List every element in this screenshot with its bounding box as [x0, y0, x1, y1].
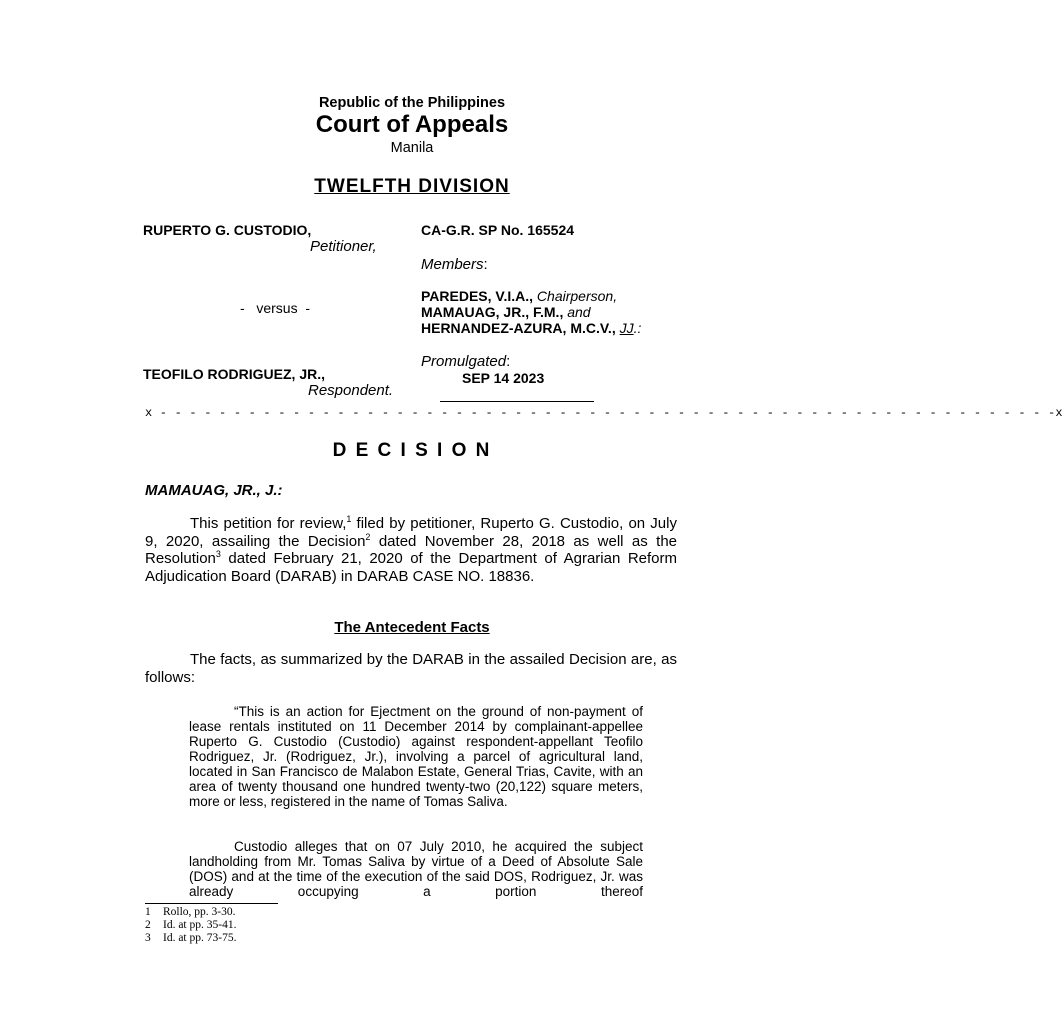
- division-heading: TWELFTH DIVISION: [314, 176, 510, 197]
- court-heading: Court of Appeals: [315, 111, 509, 138]
- footnote-ref-1[interactable]: 1: [346, 514, 352, 524]
- footnote-2: 2 Id. at pp. 35-41.: [145, 919, 237, 931]
- petitioner-role: Petitioner,: [310, 238, 377, 255]
- footnote-ref-3[interactable]: 3: [215, 549, 221, 559]
- promulgated-date: SEP 14 2023: [462, 370, 545, 386]
- respondent-role: Respondent.: [308, 382, 394, 399]
- footnote-3: 3 Id. at pp. 73-75.: [145, 932, 237, 944]
- versus-label: - versus -: [240, 300, 311, 316]
- paragraph-1: This petition for review,$^1$ filed by petitioner, Ruperto G. Custodio, on July 9, 2020, assailing the Decision$^2$ dated November 28, 2018 as well as the Resolution$^3$ dated February 21, 2020 of the Department of Agrarian Reform Adjudication Board (DARAB) in DARAB CASE NO. 18836.: [145, 514, 677, 585]
- footnote-divider: [145, 903, 278, 904]
- decision-title: D E C I S I O N: [332, 440, 492, 461]
- case-number: CA-G.R. SP No. 165524: [421, 222, 575, 238]
- quote-paragraph-1: “This is an action for Ejectment on the ground of non-payment of lease rentals instituted on 11 December 2014 by complainant-appellee Ruperto G. Custodio (Custodio) against respondent-appellant Teofilo Rodriguez, Jr. (Rodriguez, Jr.), involving a parcel of agricultural land, located in San Francisco de Malabon Estate, General Trias, Cavite, with an area of twenty thousand one hundred twenty-two (20,122) square meters, more or less, registered in the name of Tomas Saliva.: [189, 704, 643, 809]
- caption-separator: x - - - - - - - - - - - - - - - - - - - - - - - - - - - - - - - - - - - - - - - - - - - - - - - - - - - - - - - - - - - - -x: [145, 406, 1063, 420]
- footnote-ref-2[interactable]: 2: [365, 531, 371, 542]
- promulgated-label: Promulgated:: [421, 353, 511, 370]
- section-heading: The Antecedent Facts: [334, 619, 490, 636]
- member-mamauag: MAMAUAG, JR., F.M., and: [421, 304, 591, 320]
- footnote-1: 1 Rollo, pp. 3-30.: [145, 906, 236, 918]
- republic-heading: Republic of the Philippines: [318, 95, 506, 111]
- ponente: MAMAUAG, JR., J.:: [145, 482, 283, 499]
- paragraph-2: The facts, as summarized by the DARAB in the assailed Decision are, as follows:: [145, 651, 677, 686]
- petitioner-name: RUPERTO G. CUSTODIO,: [143, 222, 312, 238]
- respondent-name: TEOFILO RODRIGUEZ, JR.,: [143, 366, 326, 382]
- member-hernandez-azura: HERNANDEZ-AZURA, M.C.V., JJ.:: [421, 320, 642, 336]
- city-heading: Manila: [390, 140, 434, 156]
- signature-line: [440, 401, 594, 402]
- members-label: Members:: [421, 256, 488, 273]
- member-paredes: PAREDES, V.I.A., Chairperson,: [421, 288, 618, 304]
- quote-paragraph-2: Custodio alleges that on 07 July 2010, he acquired the subject landholding from Mr. Tomas Saliva by virtue of a Deed of Absolute Sale (DOS) and at the time of the execution of the said DOS, Rodriguez, Jr. was already occupying a portion thereof: [189, 839, 643, 899]
